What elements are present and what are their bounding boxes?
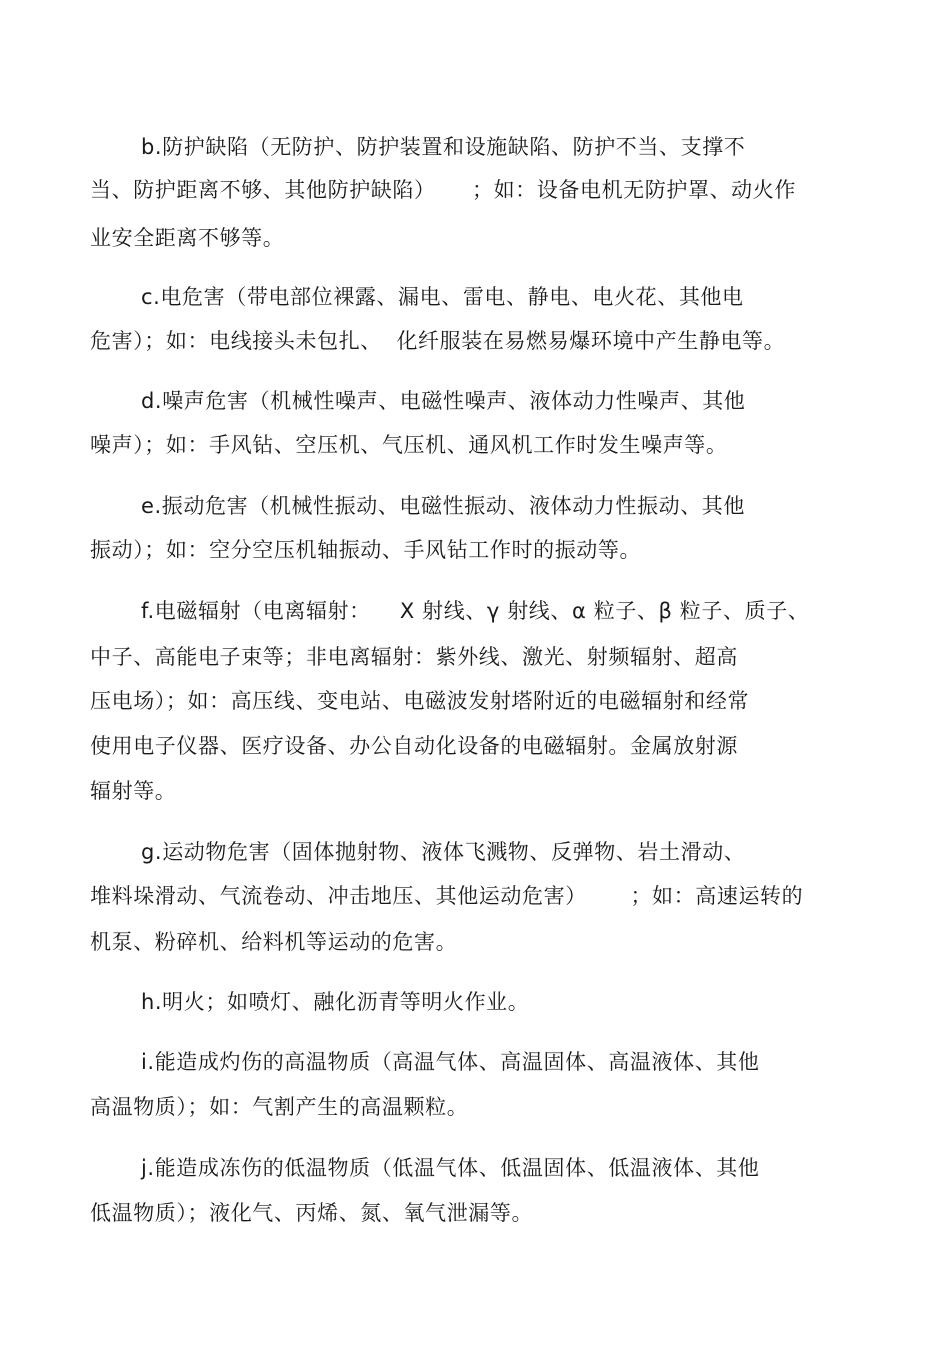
paragraph-f-line-3: 压电场）；如：高压线、变电站、电磁波发射塔附近的电磁辐射和经常	[90, 689, 750, 713]
paragraph-d-line-1: d.噪声危害（机械性噪声、电磁性噪声、液体动力性噪声、其他	[141, 389, 746, 413]
paragraph-f-line-1: f.电磁辐射（电离辐射： X 射线、γ 射线、α 粒子、β 粒子、质子、	[141, 599, 810, 623]
paragraph-b-line-1: b.防护缺陷（无防护、防护装置和设施缺陷、防护不当、支撑不	[141, 135, 746, 159]
paragraph-f-line-5: 辐射等。	[90, 779, 177, 803]
paragraph-c-line-1: c.电危害（带电部位裸露、漏电、雷电、静电、电火花、其他电	[141, 285, 744, 309]
paragraph-i-line-1: i.能造成灼伤的高温物质（高温气体、高温固体、高温液体、其他	[141, 1050, 760, 1074]
paragraph-j-line-2: 低温物质）；液化气、丙烯、氮、氧气泄漏等。	[90, 1201, 534, 1225]
paragraph-c-line-2: 危害）；如：电线接头未包扎、 化纤服装在易燃易爆环境中产生静电等。	[90, 329, 786, 353]
paragraph-b-line-3: 业安全距离不够等。	[90, 226, 285, 250]
paragraph-j-line-1: j.能造成冻伤的低温物质（低温气体、低温固体、低温液体、其他	[141, 1156, 760, 1180]
paragraph-b-line-2: 当、防护距离不够、其他防护缺陷） ；如：设备电机无防护罩、动火作	[90, 178, 796, 202]
paragraph-d-line-2: 噪声）；如：手风钻、空压机、气压机、通风机工作时发生噪声等。	[90, 433, 728, 457]
paragraph-i-line-2: 高温物质）；如：气割产生的高温颗粒。	[90, 1095, 469, 1119]
paragraph-g-line-1: g.运动物危害（固体抛射物、液体飞溅物、反弹物、岩土滑动、	[141, 840, 746, 864]
paragraph-f-line-2: 中子、高能电子束等；非电离辐射：紫外线、激光、射频辐射、超高	[90, 645, 738, 669]
paragraph-e-line-1: e.振动危害（机械性振动、电磁性振动、液体动力性振动、其他	[141, 494, 745, 518]
paragraph-e-line-2: 振动）；如：空分空压机轴振动、手风钻工作时的振动等。	[90, 538, 642, 562]
paragraph-g-line-2: 堆料垛滑动、气流卷动、冲击地压、其他运动危害） ；如：高速运转的	[90, 884, 804, 908]
paragraph-g-line-3: 机泵、粉碎机、给料机等运动的危害。	[90, 930, 458, 954]
paragraph-f-line-4: 使用电子仪器、医疗设备、办公自动化设备的电磁辐射。金属放射源	[90, 734, 738, 758]
paragraph-h-line-1: h.明火；如喷灯、融化沥青等明火作业。	[141, 990, 530, 1014]
